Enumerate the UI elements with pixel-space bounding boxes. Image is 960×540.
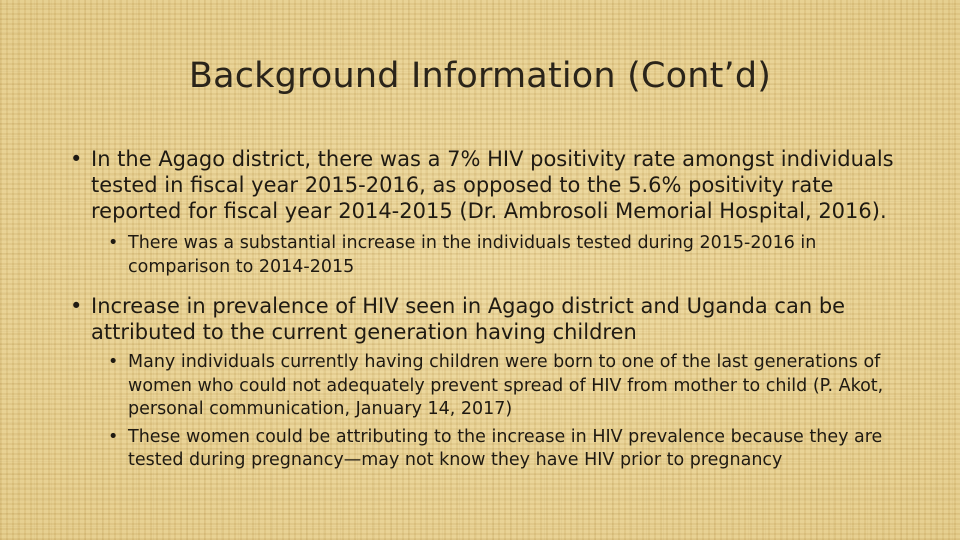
sub-bullet-item (70, 232, 920, 279)
sub-bullet-item (70, 426, 920, 473)
bullet-marker: • (70, 147, 83, 171)
bullet-item (70, 146, 920, 224)
bullet-marker: • (108, 233, 119, 253)
bullet-marker: • (70, 294, 83, 318)
sub-bullet-text: Many individuals currently having children were born to one of the last generations of women who could not adequately prevent spread of HIV from mother to child (P. Akot, personal communication, January 14, 2017) (128, 352, 884, 419)
bullet-marker: • (108, 426, 119, 447)
sub-bullet-text: These women could be attributing to the increase in HIV prevalence because they are tested during pregnancy—may not know they have HIV prior to pregnancy (128, 426, 883, 470)
slide-body (70, 146, 920, 473)
slide-title: Background Information (Cont’d) (188, 56, 772, 96)
bullet-marker: • (108, 352, 119, 372)
bullet-text: Increase in prevalence of HIV seen in Agago district and Uganda can be attributed to the current generation having children (91, 294, 846, 344)
bullet-text: In the Agago district, there was a 7% HIV positivity rate amongst individuals tested in fiscal year 2015-2016, as opposed to the 5.6% positivity rate reported for fiscal year 2014-2015 (Dr. Ambrosoli Memorial Hospital, 2016). (91, 147, 894, 223)
sub-bullet-text: There was a substantial increase in the individuals tested during 2015-2016 in comparison to 2014-2015 (128, 233, 817, 277)
sub-bullet-item (70, 351, 920, 422)
bullet-item (70, 293, 920, 345)
